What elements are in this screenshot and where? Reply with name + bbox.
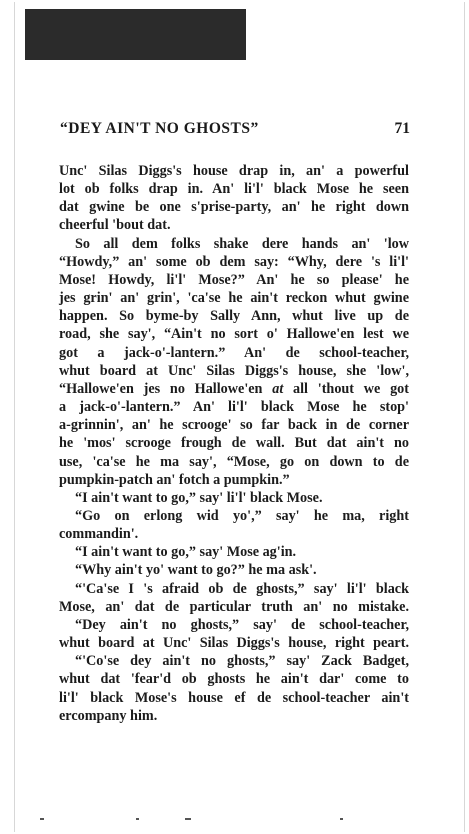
- text-line: “Hallowe'en jes no Hallowe'en at all 'thout we got: [59, 380, 409, 397]
- text-line: a jack-o'-lantern.” An' li'l' black Mose he stop': [59, 399, 409, 416]
- text-line: “Dey ain't no ghosts,” say' de school-teacher,: [75, 616, 409, 633]
- text-line: use, 'ca'se he ma say', “Mose, go on down to de: [59, 453, 409, 470]
- text-line: whut dat 'fear'd ob ghosts he ain't dar' come to: [59, 671, 409, 688]
- text-line: dat gwine be one s'prise-party, an' he right down: [59, 199, 409, 216]
- running-head: [60, 120, 410, 138]
- scan-speck: [340, 818, 343, 820]
- text-line: whut board at Unc' Silas Diggs's house, right peart.: [59, 635, 409, 652]
- text-line: Mose! Howdy, li'l' Mose?” An' he so please' he: [59, 271, 409, 288]
- scan-speck: [136, 818, 139, 820]
- page-number: 71: [394, 120, 410, 137]
- text-line: road, she say', “Ain't no sort o' Hallowe'en lest we: [59, 326, 409, 343]
- text-line: “Howdy,” an' some ob dem say: “Why, dere 's li'l': [59, 253, 409, 270]
- running-title: “DEY AIN'T NO GHOSTS”: [60, 120, 259, 137]
- scan-speck: [40, 818, 44, 820]
- text-line: cheerful 'bout dat.: [59, 217, 171, 234]
- text-line: ercompany him.: [59, 707, 158, 724]
- text-line: “'Co'se dey ain't no ghosts,” say' Zack Badget,: [75, 653, 409, 670]
- text-line: “'Ca'se I 's afraid ob de ghosts,” say' li'l' black: [75, 580, 409, 597]
- text-line: jes grin' an' grin', 'ca'se he ain't reckon whut gwine: [59, 290, 409, 307]
- text-line: he 'mos' scrooge frough de wall. But dat ain't no: [59, 435, 409, 452]
- text-line: “I ain't want to go,” say' li'l' black Mose.: [75, 489, 323, 506]
- scan-speck: [185, 818, 191, 820]
- scan-specks: [40, 818, 440, 824]
- text-line: happen. So byme-by Sally Ann, whut live up de: [59, 308, 409, 325]
- text-line: “Why ain't yo' want to go?” he ma ask'.: [75, 562, 317, 579]
- text-line: pumpkin-patch an' fotch a pumpkin.”: [59, 471, 290, 488]
- emphasis: at: [272, 380, 284, 397]
- text-line: li'l' black Mose's house ef de school-teacher ain't: [59, 689, 409, 706]
- text-line: lot ob folks drap in. An' li'l' black Mose he seen: [59, 181, 409, 198]
- redaction-bar: [25, 9, 246, 60]
- text-line: Unc' Silas Diggs's house drap in, an' a powerful: [59, 163, 409, 179]
- text-line: So all dem folks shake dere hands an' 'low: [75, 235, 409, 252]
- text-line: Mose, an' dat de particular truth an' no mistake.: [59, 598, 409, 615]
- text-line: “Go on erlong wid yo',” say' he ma, right: [75, 507, 409, 524]
- text-line: whut board at Unc' Silas Diggs's house, she 'low',: [59, 362, 409, 379]
- text-line: got a jack-o'-lantern.” An' de school-teacher,: [59, 344, 409, 361]
- text-line: “I ain't want to go,” say' Mose ag'in.: [75, 544, 297, 561]
- body-text: [59, 162, 409, 725]
- text-line: a-grinnin', an' he scrooge' so far back in de corner: [59, 417, 409, 434]
- text-line: commandin'.: [59, 526, 139, 543]
